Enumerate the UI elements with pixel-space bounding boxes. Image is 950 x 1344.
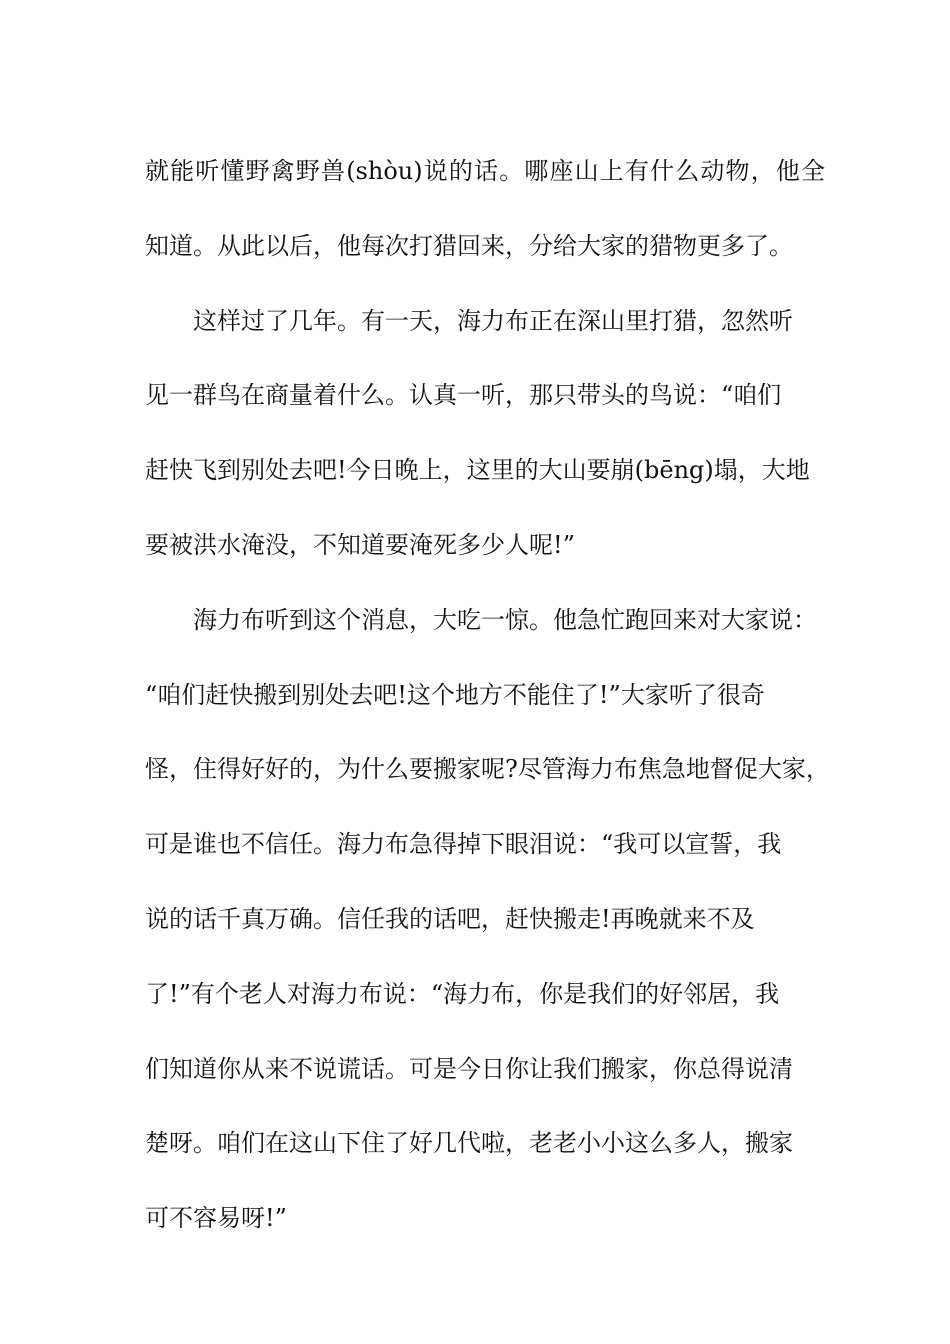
text-line-12: 了!”有个老人对海力布说：“海力布，你是我们的好邻居，我 [145,979,780,1008]
text-line-6: 要被洪水淹没，不知道要淹死多少人呢!” [145,530,575,559]
text-line-7: 海力布听到这个消息，大吃一惊。他急忙跑回来对大家说： [193,605,817,634]
text-line-14: 楚呀。咱们在这山下住了好几代啦，老老小小这么多人，搬家 [145,1129,793,1158]
text-line-15: 可不容易呀!” [145,1204,287,1233]
text-line-8: “咱们赶快搬到别处去吧!这个地方不能住了!”大家听了很奇 [145,680,765,709]
text-line-2: 知道。从此以后，他每次打猎回来，分给大家的猎物更多了。 [145,231,793,260]
text-line-13: 们知道你从来不说谎话。可是今日你让我们搬家，你总得说清 [145,1054,793,1083]
text-line-11: 说的话千真万确。信任我的话吧，赶快搬走!再晚就来不及 [145,904,755,933]
text-line-4: 见一群鸟在商量着什么。认真一听，那只带头的鸟说：“咱们 [145,381,782,410]
text-line-9: 怪，住得好好的，为什么要搬家呢?尽管海力布焦急地督促大家， [145,755,830,784]
text-line-3: 这样过了几年。有一天，海力布正在深山里打猎，忽然听 [193,306,793,335]
body-text [145,134,830,1256]
text-line-10: 可是谁也不信任。海力布急得掉下眼泪说：“我可以宣誓，我 [145,830,782,859]
text-line-5: 赶快飞到别处去吧!今日晚上，这里的大山要崩(bēng)塌，大地 [145,456,810,485]
text-line-1: 就能听懂野禽野兽(shòu)说的话。哪座山上有什么动物，他全 [145,157,825,185]
